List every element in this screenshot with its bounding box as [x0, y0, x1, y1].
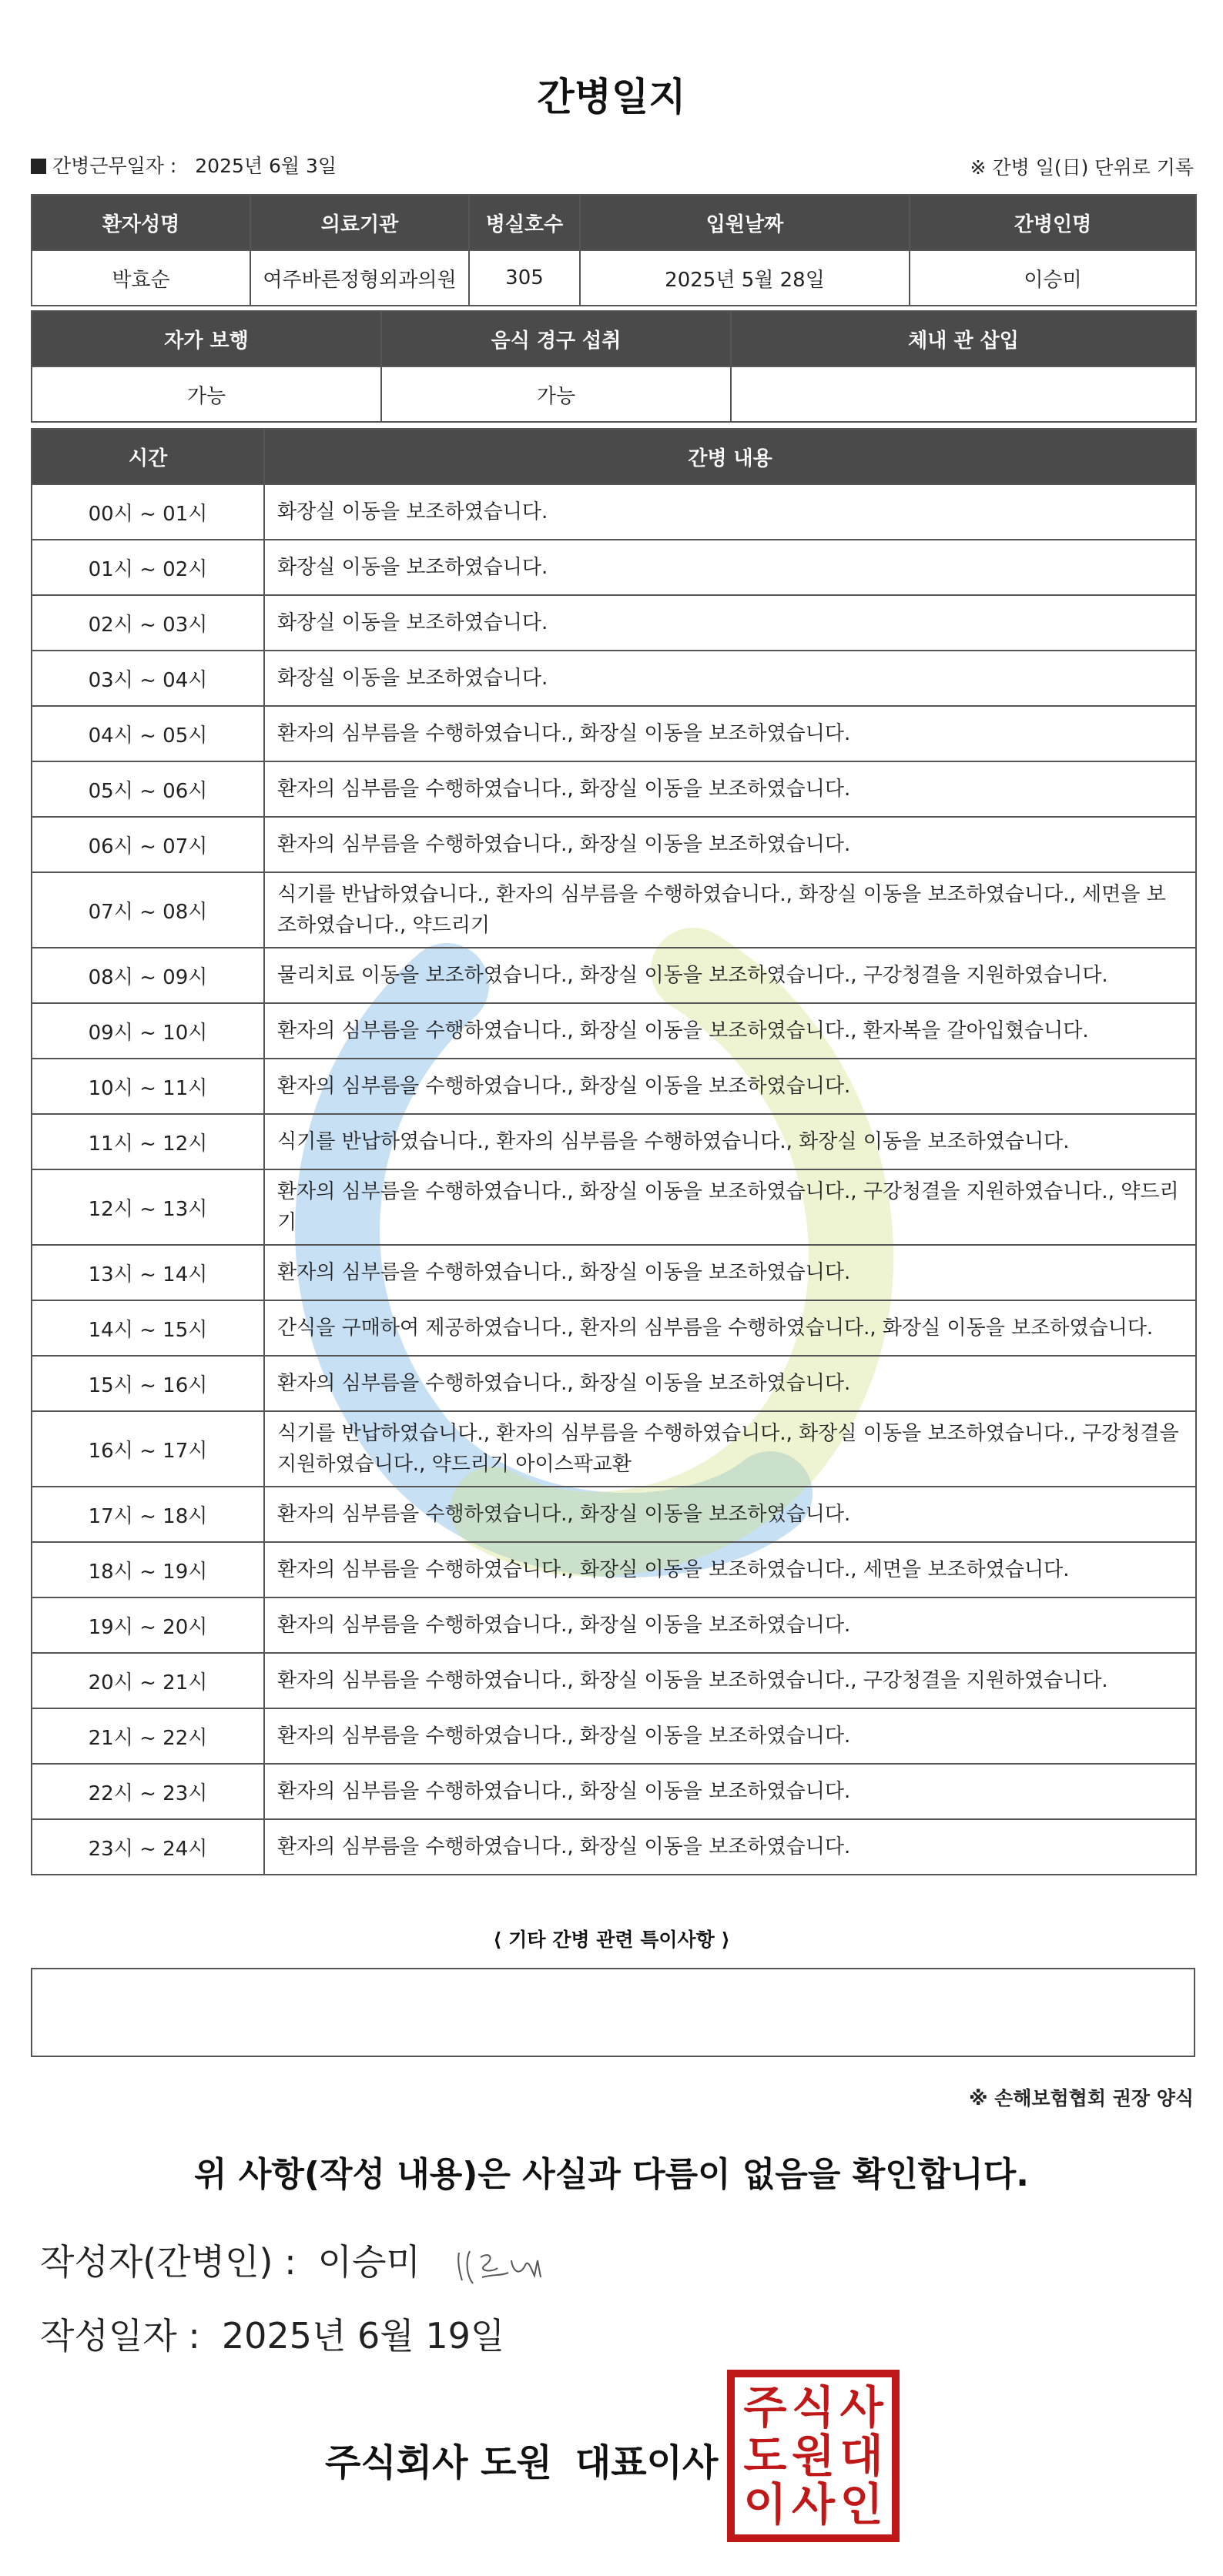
confirmation-statement: 위 사항(작성 내용)은 사실과 다름이 없음을 확인합니다. — [194, 2155, 1029, 2194]
written-date-value: 2025년 6월 19일 — [221, 2315, 505, 2357]
log-row — [32, 1411, 1196, 1487]
log-content: 환자의 심부름을 수행하였습니다., 화장실 이동을 보조하였습니다. — [264, 1819, 1196, 1875]
document-title: 간병일지 — [537, 75, 686, 119]
log-row — [32, 1708, 1196, 1764]
company-seal-stamp — [727, 2370, 900, 2542]
log-time: 12시 ~ 13시 — [32, 1169, 264, 1245]
log-time: 14시 ~ 15시 — [32, 1300, 264, 1356]
log-time: 05시 ~ 06시 — [32, 761, 264, 817]
log-time: 22시 ~ 23시 — [32, 1764, 264, 1819]
log-content: 환자의 심부름을 수행하였습니다., 화장실 이동을 보조하였습니다. — [264, 817, 1196, 872]
log-content: 환자의 심부름을 수행하였습니다., 화장실 이동을 보조하였습니다. — [264, 1245, 1196, 1300]
log-time: 19시 ~ 20시 — [32, 1597, 264, 1653]
log-content: 환자의 심부름을 수행하였습니다., 화장실 이동을 보조하였습니다., 구강청결을 지원하였습니다. — [264, 1653, 1196, 1708]
log-content: 환자의 심부름을 수행하였습니다., 화장실 이동을 보조하였습니다. — [264, 706, 1196, 761]
square-bullet-icon — [31, 159, 46, 174]
handwritten-signature — [454, 2237, 555, 2291]
seal-character: 도 — [743, 2429, 787, 2482]
log-row — [32, 1597, 1196, 1653]
form-note: ※ 손해보험협회 권장 양식 — [969, 2087, 1194, 2109]
written-date-label: 작성일자 : — [40, 2315, 200, 2357]
writer-name: 이승미 — [317, 2241, 421, 2283]
log-time: 20시 ~ 21시 — [32, 1653, 264, 1708]
log-row — [32, 1356, 1196, 1411]
log-content: 식기를 반납하였습니다., 환자의 심부름을 수행하였습니다., 화장실 이동을 보조하였습니다. — [264, 1114, 1196, 1169]
patient-status-table — [31, 310, 1197, 423]
caregiver-name: 이승미 — [910, 250, 1196, 306]
time-header: 시간 — [32, 429, 264, 484]
log-time: 17시 ~ 18시 — [32, 1487, 264, 1542]
work-date-label: 간병근무일자 : — [52, 155, 177, 177]
log-row — [32, 761, 1196, 817]
log-row — [32, 1764, 1196, 1819]
log-row — [32, 595, 1196, 651]
hospital-name: 여주바른정형외과의원 — [250, 250, 469, 306]
written-date-line — [40, 2308, 504, 2359]
log-content: 환자의 심부름을 수행하였습니다., 화장실 이동을 보조하였습니다. — [264, 1059, 1196, 1114]
tube-insertion-value — [731, 366, 1196, 422]
patient-name: 박효순 — [32, 250, 250, 306]
log-time: 21시 ~ 22시 — [32, 1708, 264, 1764]
log-content: 환자의 심부름을 수행하였습니다., 화장실 이동을 보조하였습니다., 구강청결을 지원하였습니다., 약드리기 — [264, 1169, 1196, 1245]
log-time: 11시 ~ 12시 — [32, 1114, 264, 1169]
writer-label: 작성자(간병인) : — [40, 2241, 297, 2283]
company-line — [325, 2433, 718, 2486]
hospital-header: 의료기관 — [250, 195, 469, 250]
log-row — [32, 872, 1196, 948]
log-row — [32, 1542, 1196, 1597]
log-row — [32, 706, 1196, 761]
log-content: 환자의 심부름을 수행하였습니다., 화장실 이동을 보조하였습니다., 환자복을 갈아입혔습니다. — [264, 1003, 1196, 1059]
log-content: 화장실 이동을 보조하였습니다. — [264, 540, 1196, 595]
log-row — [32, 484, 1196, 540]
log-content: 환자의 심부름을 수행하였습니다., 화장실 이동을 보조하였습니다. — [264, 1597, 1196, 1653]
walking-header: 자가 보행 — [32, 311, 381, 366]
oral-intake-value: 가능 — [381, 366, 731, 422]
log-time: 00시 ~ 01시 — [32, 484, 264, 540]
caregiver-header: 간병인명 — [910, 195, 1196, 250]
log-time: 08시 ~ 09시 — [32, 948, 264, 1003]
log-row — [32, 1653, 1196, 1708]
log-row — [32, 1059, 1196, 1114]
special-notes-title: ⟨ 기타 간병 관련 특이사항 ⟩ — [493, 1929, 730, 1951]
log-time: 16시 ~ 17시 — [32, 1411, 264, 1487]
patient-info-table — [31, 194, 1197, 306]
log-content: 환자의 심부름을 수행하였습니다., 화장실 이동을 보조하였습니다. — [264, 761, 1196, 817]
log-content: 화장실 이동을 보조하였습니다. — [264, 595, 1196, 651]
seal-character: 이 — [743, 2477, 787, 2531]
seal-character: 원 — [791, 2429, 835, 2482]
log-content: 환자의 심부름을 수행하였습니다., 화장실 이동을 보조하였습니다. — [264, 1708, 1196, 1764]
room-header: 병실호수 — [469, 195, 580, 250]
log-time: 13시 ~ 14시 — [32, 1245, 264, 1300]
care-log-table — [31, 428, 1197, 1875]
log-time: 09시 ~ 10시 — [32, 1003, 264, 1059]
log-row — [32, 540, 1196, 595]
log-time: 03시 ~ 04시 — [32, 651, 264, 706]
seal-character: 사 — [791, 2477, 835, 2531]
log-row — [32, 651, 1196, 706]
log-time: 01시 ~ 02시 — [32, 540, 264, 595]
log-row — [32, 1245, 1196, 1300]
log-content: 화장실 이동을 보조하였습니다. — [264, 484, 1196, 540]
log-row — [32, 817, 1196, 872]
admission-date: 2025년 5월 28일 — [580, 250, 910, 306]
log-content: 식기를 반납하였습니다., 환자의 심부름을 수행하였습니다., 화장실 이동을 보조하였습니다., 구강청결을 지원하였습니다., 약드리기 아이스팍교환 — [264, 1411, 1196, 1487]
log-row — [32, 948, 1196, 1003]
tube-insertion-header: 체내 관 삽입 — [731, 311, 1196, 366]
log-time: 07시 ~ 08시 — [32, 872, 264, 948]
representative-title: 대표이사 — [575, 2441, 719, 2484]
special-notes-box — [31, 1968, 1195, 2057]
log-time: 18시 ~ 19시 — [32, 1542, 264, 1597]
log-row — [32, 1114, 1196, 1169]
log-time: 06시 ~ 07시 — [32, 817, 264, 872]
care-content-header: 간병 내용 — [264, 429, 1196, 484]
seal-character: 인 — [839, 2477, 883, 2531]
log-content: 환자의 심부름을 수행하였습니다., 화장실 이동을 보조하였습니다. — [264, 1764, 1196, 1819]
log-time: 02시 ~ 03시 — [32, 595, 264, 651]
log-content: 환자의 심부름을 수행하였습니다., 화장실 이동을 보조하였습니다., 세면을 보조하였습니다. — [264, 1542, 1196, 1597]
record-unit-note: ※ 간병 일(日) 단위로 기록 — [970, 156, 1194, 179]
log-row — [32, 1300, 1196, 1356]
company-name: 주식회사 도원 — [325, 2441, 552, 2484]
seal-character: 대 — [839, 2429, 883, 2482]
writer-line — [40, 2234, 421, 2285]
seal-character: 사 — [839, 2381, 883, 2434]
log-row — [32, 1819, 1196, 1875]
log-row — [32, 1487, 1196, 1542]
log-content: 식기를 반납하였습니다., 환자의 심부름을 수행하였습니다., 화장실 이동을 보조하였습니다., 세면을 보조하였습니다., 약드리기 — [264, 872, 1196, 948]
log-time: 10시 ~ 11시 — [32, 1059, 264, 1114]
log-time: 23시 ~ 24시 — [32, 1819, 264, 1875]
log-content: 환자의 심부름을 수행하였습니다., 화장실 이동을 보조하였습니다. — [264, 1487, 1196, 1542]
log-content: 간식을 구매하여 제공하였습니다., 환자의 심부름을 수행하였습니다., 화장실 이동을 보조하였습니다. — [264, 1300, 1196, 1356]
log-content: 화장실 이동을 보조하였습니다. — [264, 651, 1196, 706]
seal-character: 식 — [791, 2381, 835, 2434]
log-row — [32, 1003, 1196, 1059]
oral-intake-header: 음식 경구 섭취 — [381, 311, 731, 366]
log-content: 환자의 심부름을 수행하였습니다., 화장실 이동을 보조하였습니다. — [264, 1356, 1196, 1411]
room-number: 305 — [469, 250, 580, 306]
log-time: 15시 ~ 16시 — [32, 1356, 264, 1411]
patient-name-header: 환자성명 — [32, 195, 250, 250]
seal-character: 주 — [743, 2381, 787, 2434]
admission-date-header: 입원날짜 — [580, 195, 910, 250]
log-content: 물리치료 이동을 보조하였습니다., 화장실 이동을 보조하였습니다., 구강청결을 지원하였습니다. — [264, 948, 1196, 1003]
log-time: 04시 ~ 05시 — [32, 706, 264, 761]
walking-value: 가능 — [32, 366, 381, 422]
log-row — [32, 1169, 1196, 1245]
work-date-value: 2025년 6월 3일 — [195, 155, 337, 177]
work-date — [31, 151, 337, 179]
